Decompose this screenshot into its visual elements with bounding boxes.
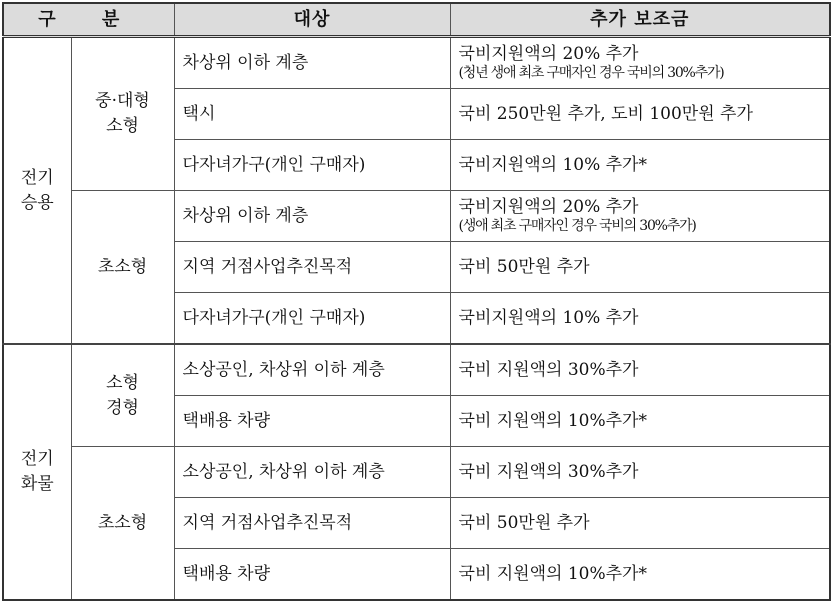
target-cell: 지역 거점사업추진목적 [174,498,450,549]
table-row [3,191,830,242]
category-label-line: 승용 [20,192,54,213]
category-label-line: 화물 [20,474,54,494]
extra-note: (청년 생애 최초 구매자인 경우 국비의 30%추가) [458,64,724,81]
table-row [3,37,830,89]
subcategory-label-line: 소형 [106,116,139,136]
target-cell: 택배용 차량 [174,396,450,447]
header-row [3,3,830,37]
category-ev-passenger [3,37,71,345]
header-category: 구 분 [3,3,174,37]
extra-note: (생애 최초 구매자인 경우 국비의 30%추가) [458,217,696,234]
target-cell: 택배용 차량 [174,549,450,601]
target-cell: 택시 [174,89,450,140]
target-cell: 차상위 이하 계층 [174,37,450,89]
extra-cell: 국비 지원액의 30%추가 [450,447,830,498]
category-label-line: 전기 [20,449,54,470]
extra-cell [450,37,830,89]
extra-cell: 국비 250만원 추가, 도비 100만원 추가 [450,89,830,140]
subcategory-label-line: 경형 [106,397,139,418]
target-cell: 다자녀가구(개인 구매자) [174,293,450,345]
extra-main: 국비지원액의 20% 추가 [458,197,639,218]
table-row [3,344,830,396]
header-target: 대상 [174,3,450,37]
extra-cell: 국비 50만원 추가 [450,498,830,549]
target-cell: 다자녀가구(개인 구매자) [174,140,450,191]
extra-main: 국비지원액의 20% 추가 [458,44,639,65]
header-extra-subsidy: 추가 보조금 [450,3,830,37]
subcategory-small-light [71,344,174,447]
subcategory-subcompact: 초소형 [71,191,174,345]
subcategory-label-line: 소형 [106,372,139,393]
extra-cell: 국비 지원액의 10%추가* [450,396,830,447]
subsidy-table [2,2,831,601]
extra-cell [450,191,830,242]
category-ev-freight [3,344,71,600]
subcategory-midlarge [71,37,174,191]
extra-cell: 국비 50만원 추가 [450,242,830,293]
target-cell: 소상공인, 차상위 이하 계층 [174,344,450,396]
subcategory-label-line: 중·대형 [95,91,150,112]
extra-cell: 국비지원액의 10% 추가* [450,140,830,191]
target-cell: 지역 거점사업추진목적 [174,242,450,293]
extra-cell: 국비 지원액의 10%추가* [450,549,830,601]
category-label-line: 전기 [20,167,54,188]
table-row [3,447,830,498]
subcategory-subcompact-freight: 초소형 [71,447,174,601]
extra-cell: 국비 지원액의 30%추가 [450,344,830,396]
target-cell: 소상공인, 차상위 이하 계층 [174,447,450,498]
extra-cell: 국비지원액의 10% 추가 [450,293,830,345]
target-cell: 차상위 이하 계층 [174,191,450,242]
